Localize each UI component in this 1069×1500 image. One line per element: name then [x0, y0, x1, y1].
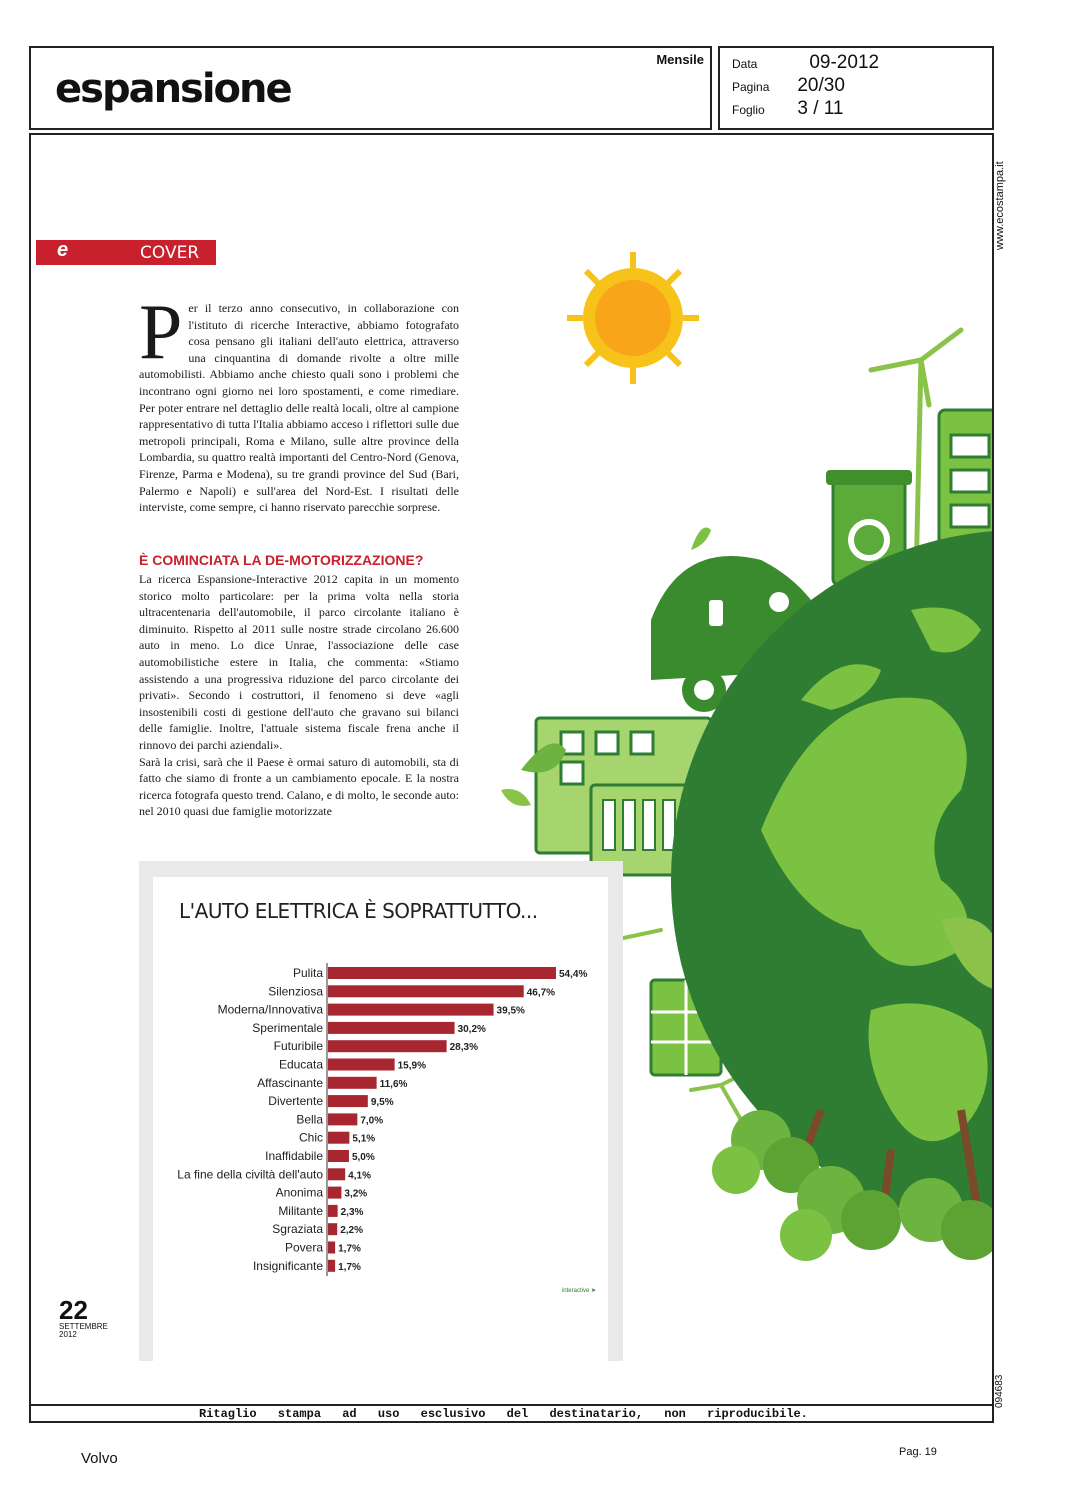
page-year: 2012: [59, 1330, 77, 1339]
bar: [328, 1187, 341, 1199]
category-label: Educata: [278, 1057, 323, 1072]
body-paragraph-1: La ricerca Espansione-Interactive 2012 capita in un momento storico molto particolare: per la prima volta nella storia ultracentenaria dell'automobile, il parco circolante italiano è diminuito. Rispetto al 2011 sulle nostre strade circolano 26.600 auto in meno. Lo dice Unrae, l'associazione delle case automobilistiche estere in Italia, che commenta: «Stiamo assistendo a una progressiva riduzione del parco circolante dei privati». Secondo i costruttori, il fenomeno si deve «agli insostenibili costi di gestione dell'auto che gravano sui bilanci delle famiglie. Inoltre, l'attuale sistema fiscale frena anche il rinnovo dei parchi aziendali».: [139, 572, 459, 752]
drop-cap: P: [139, 288, 183, 375]
body-paragraph-2: Sarà la crisi, sarà che il Paese è ormai saturo di automobili, sta di fatto che siamo di fronte a un cambiamento epocale. E la nostra ricerca fotografa questo trend. Calano, e di molto, le seconde auto: nel 2010 quasi due famiglie motorizzate: [139, 754, 459, 819]
category-label: Sperimentale: [252, 1020, 323, 1035]
article-body: [139, 571, 459, 820]
meta-pagina-label: Pagina: [732, 80, 770, 94]
bar: [328, 1223, 337, 1235]
value-label: 2,2%: [340, 1225, 364, 1237]
bar: [328, 1132, 349, 1144]
value-label: 1,7%: [338, 1243, 361, 1255]
header-meta: [718, 46, 994, 130]
value-label: 2,3%: [340, 1206, 364, 1218]
section-name: COVER: [140, 243, 200, 263]
bar: [328, 1095, 368, 1107]
page-month: SETTEMBRE: [59, 1322, 108, 1331]
value-label: 4,1%: [348, 1170, 371, 1182]
page-number: 22: [59, 1295, 88, 1325]
side-code: 094683: [994, 1374, 1005, 1408]
section-letter: e: [57, 239, 69, 261]
bar-chart: [153, 877, 608, 1357]
intro-text: er il terzo anno consecutivo, in collaborazione con l'istituto di ricerche Interactive, abbiamo fotografato cosa pensano gli italiani dell'auto elettrica, attraverso una cinquantina di domande rivolte a oltre mille automobilisti. Abbiamo anche chiesto quali sono i problemi che incontrano ogni giorno nei loro spostamenti, e come rimediare. Per poter entrare nel dettaglio delle realtà locali, oltre al campione rappresentativo di tutta l'Italia abbiamo acceso i riflettori sulle due metropoli principali, Roma e Milano, sulle altre province della Lombardia, su quattro realtà importanti del Centro-Nord (Genova, Firenze, Parma e Modena), su tre grandi province del Sud (Bari, Palermo e Napoli) e sull'area del Nord-Est. I risultati delle interviste, come sempre, ci hanno riservato parecchie sorprese.: [139, 301, 459, 515]
category-label: Divertente: [268, 1094, 323, 1109]
bar: [328, 967, 556, 979]
article-intro: [139, 288, 459, 516]
meta-data-row: [732, 52, 879, 74]
meta-pagina-value: 20/30: [797, 75, 845, 96]
category-label: Povera: [284, 1240, 323, 1255]
bar: [328, 1260, 335, 1272]
value-label: 1,7%: [338, 1261, 361, 1273]
value-label: 30,2%: [457, 1023, 486, 1035]
value-label: 54,4%: [559, 969, 588, 980]
clipping-notice: Ritaglio stampa ad uso esclusivo del destinatario, non riproducibile.: [199, 1407, 808, 1421]
source-label: interactive: [561, 1288, 590, 1294]
value-label: 3,2%: [344, 1188, 368, 1200]
category-label: Futuribile: [273, 1039, 323, 1054]
meta-data-label: Data: [732, 57, 758, 71]
clipping-notice-strip: [29, 1404, 994, 1423]
value-label: 11,6%: [379, 1078, 408, 1090]
page-counter: Pag. 19: [899, 1446, 937, 1458]
value-label: 5,0%: [351, 1152, 375, 1163]
client-name: Volvo: [81, 1450, 118, 1467]
meta-data-value: 09-2012: [809, 52, 880, 73]
value-label: 28,3%: [449, 1042, 478, 1054]
category-label: Bella: [296, 1112, 323, 1127]
frequency-label: Mensile: [656, 52, 704, 67]
magazine-logo: espansione: [55, 66, 291, 112]
bar: [328, 1077, 377, 1089]
category-label: Sgraziata: [272, 1222, 323, 1237]
page-date: [59, 1323, 108, 1339]
category-label: Insignificante: [252, 1258, 323, 1273]
chart-panel: [139, 861, 623, 1361]
article-subhead: È COMINCIATA LA DE-MOTORIZZAZIONE?: [139, 552, 424, 568]
chart-card: [153, 877, 608, 1361]
category-label: Affascinante: [257, 1075, 323, 1090]
bar: [328, 1059, 395, 1071]
bar: [328, 1040, 447, 1052]
side-url: www.ecostampa.it: [994, 161, 1006, 250]
meta-foglio-value: 3 / 11: [797, 98, 844, 119]
meta-foglio-label: Foglio: [732, 103, 765, 117]
bar: [328, 985, 524, 997]
category-label: Pulita: [292, 966, 323, 980]
category-label: Militante: [278, 1203, 323, 1218]
bar: [328, 1150, 349, 1162]
category-label: Anonima: [275, 1185, 323, 1200]
category-label: Silenziosa: [268, 984, 323, 999]
meta-pagina-row: [732, 75, 845, 97]
bar: [328, 1022, 455, 1034]
meta-foglio-row: [732, 98, 843, 120]
value-label: 46,7%: [526, 987, 556, 999]
value-label: 5,1%: [352, 1133, 376, 1145]
section-tag: [36, 240, 216, 265]
chart-title: L'AUTO ELETTRICA È SOPRATTUTTO...: [179, 899, 538, 923]
interactive-logo: [562, 1287, 596, 1294]
bar: [328, 1242, 335, 1254]
bar: [328, 1168, 345, 1180]
category-label: La fine della civiltà dell'auto: [177, 1167, 323, 1182]
category-label: Chic: [298, 1130, 323, 1145]
bar: [328, 1113, 357, 1125]
bar: [328, 1004, 494, 1016]
page-frame: [29, 133, 994, 1423]
value-label: 9,5%: [370, 1097, 394, 1109]
sun-icon: [567, 252, 699, 384]
value-label: 15,9%: [397, 1060, 426, 1072]
category-label: Inaffidabile: [265, 1149, 323, 1163]
value-label: 39,5%: [496, 1005, 525, 1017]
category-label: Moderna/Innovativa: [217, 1002, 323, 1017]
arrow-icon: ➤: [590, 1288, 596, 1294]
value-label: 7,0%: [360, 1115, 384, 1127]
header-masthead: [29, 46, 712, 130]
bar: [328, 1205, 338, 1217]
